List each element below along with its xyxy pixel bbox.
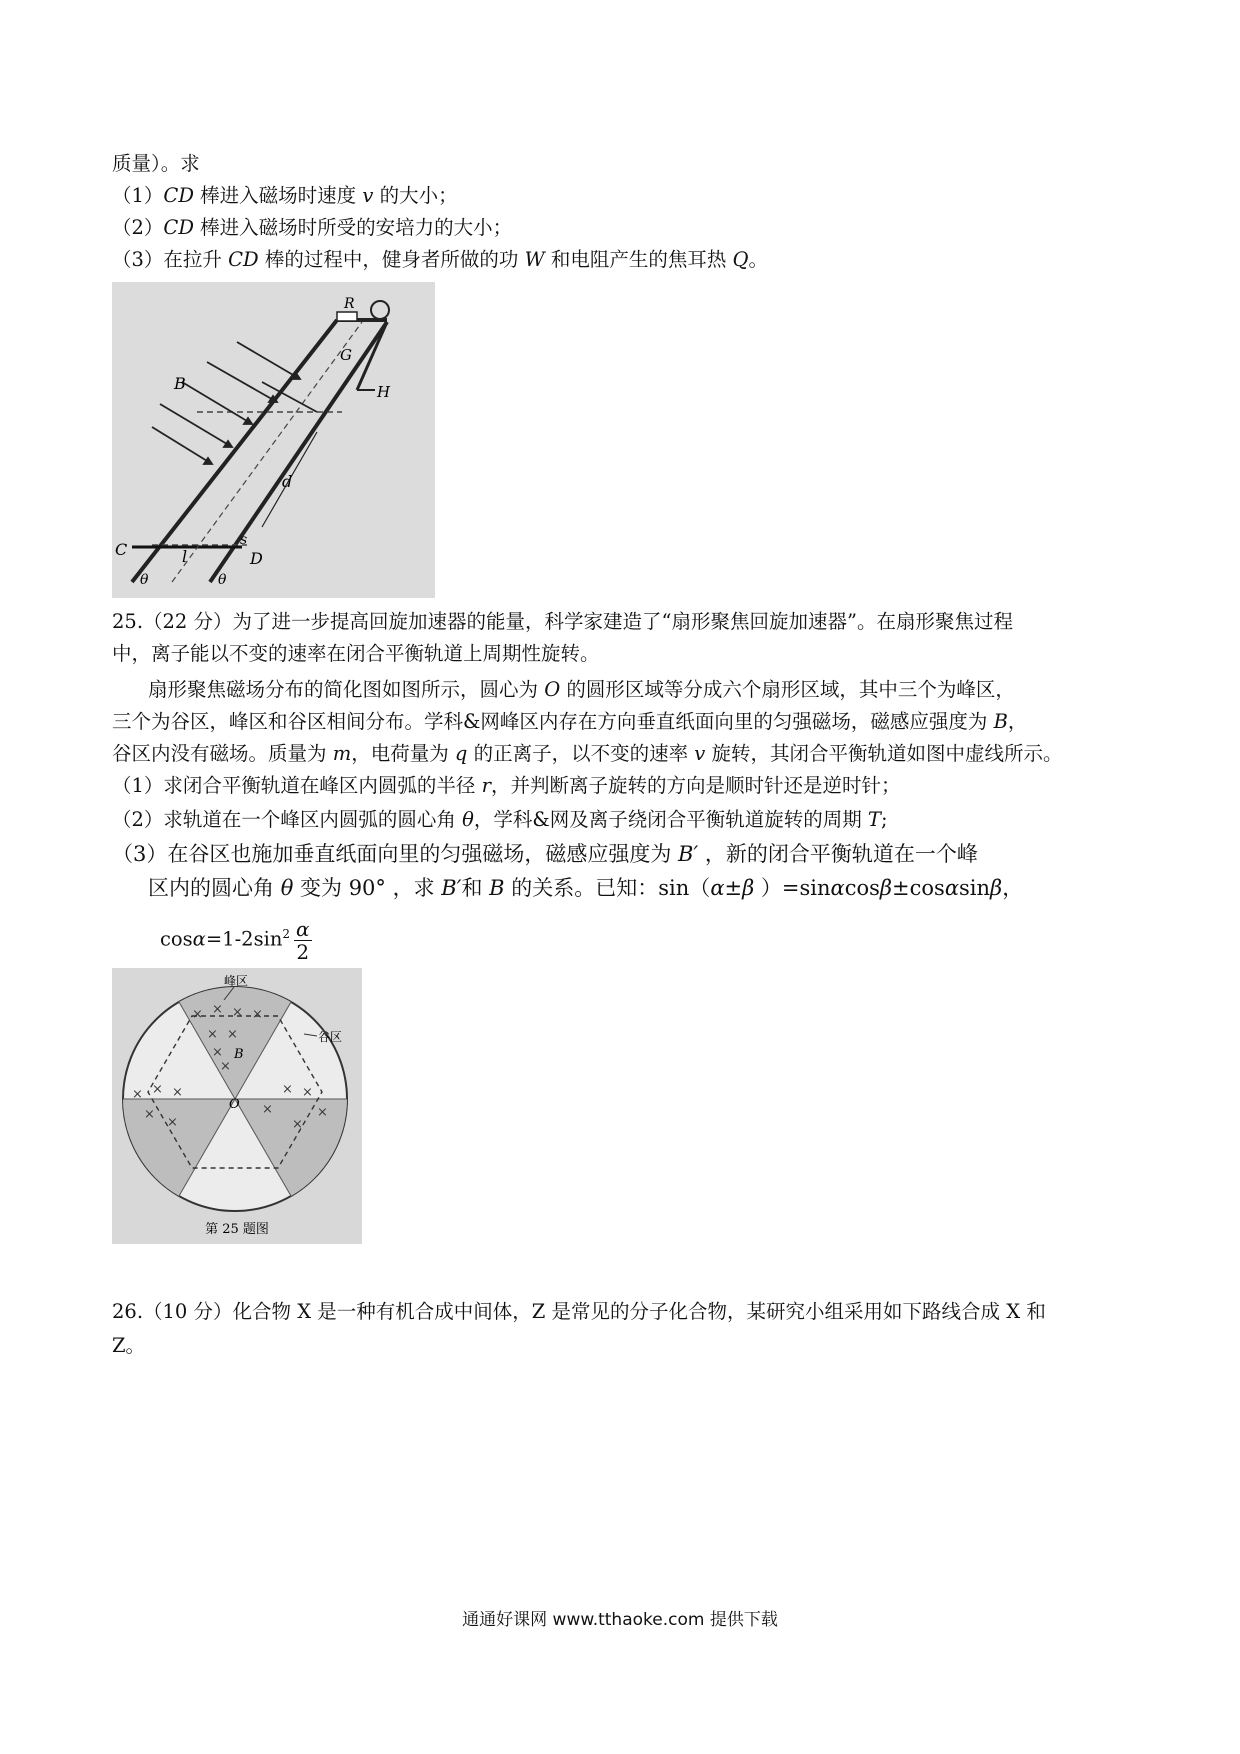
svg-text:×: ×	[167, 1115, 178, 1130]
page-footer: 通通好课网 www.tthaoke.com 提供下载	[462, 1610, 778, 1630]
svg-text:×: ×	[144, 1107, 155, 1122]
label-O-center: O	[229, 1097, 240, 1112]
label-G: G	[340, 346, 352, 364]
figure-caption: 第 25 题图	[205, 1222, 269, 1237]
label-l: l	[182, 547, 188, 566]
label-d: d	[282, 472, 293, 491]
q25-line5: 谷区内没有磁场。质量为 m，电荷量为 q 的正离子，以不变的速率 v 旋转，其闭合平衡轨道如图中虚线所示。	[112, 742, 1063, 765]
q24-part1: （1）CD 棒进入磁场时速度 v 的大小；	[112, 184, 458, 207]
label-theta-left: θ	[140, 572, 149, 588]
label-s: s	[240, 532, 248, 548]
svg-text:×: ×	[232, 1005, 243, 1020]
q24-continuation: 质量）。求	[112, 152, 200, 175]
q25-part3-line2: 区内的圆心角 θ 变为 90° ，求 B′和 B 的关系。已知：sin（α±β ）=sinαcosβ±cosαsinβ，	[148, 876, 1024, 900]
label-B: B	[174, 374, 186, 393]
svg-text:×: ×	[220, 1059, 231, 1074]
incline-rail-diagram	[112, 282, 435, 598]
q24-part2: （2）CD 棒进入磁场时所受的安培力的大小；	[112, 216, 513, 239]
q25-line3: 扇形聚焦磁场分布的简化图如图所示，圆心为 O 的圆形区域等分成六个扇形区域，其中三个为峰区，	[148, 678, 1015, 701]
label-B-field: B	[234, 1047, 244, 1062]
label-valley-region: 谷区	[318, 1030, 343, 1044]
q24-part3: （3）在拉升 CD 棒的过程中，健身者所做的功 W 和电阻产生的焦耳热 Q。	[112, 248, 769, 271]
svg-text:×: ×	[172, 1085, 183, 1100]
label-theta-right: θ	[218, 572, 227, 588]
q25-part1: （1）求闭合平衡轨道在峰区内圆弧的半径 r，并判断离子旋转的方向是顺时针还是逆时针；	[112, 774, 901, 797]
svg-text:×: ×	[282, 1082, 293, 1097]
svg-text:×: ×	[262, 1102, 273, 1117]
svg-text:×: ×	[227, 1027, 238, 1042]
label-peak-region: 峰区	[224, 974, 249, 988]
q25-formula: $\cos\alpha=1-2\sin^2$ $\frac{\alpha}{2}$	[160, 916, 310, 964]
svg-text:×: ×	[192, 1007, 203, 1022]
svg-text:×: ×	[252, 1007, 263, 1022]
q24-figure	[112, 282, 435, 598]
q26-line1: 26.（10 分）化合物 X 是一种有机合成中间体，Z 是常见的分子化合物，某研究小组采用如下路线合成 X 和	[112, 1300, 1046, 1323]
svg-text:×: ×	[132, 1087, 143, 1102]
label-R: R	[344, 296, 355, 312]
q25-part3-line1: （3）在谷区也施加垂直纸面向里的匀强磁场，磁感应强度为 B′ ，新的闭合平衡轨道在一个峰	[112, 842, 978, 866]
sector-field-diagram	[112, 968, 362, 1244]
svg-text:×: ×	[212, 1045, 223, 1060]
label-C: C	[115, 540, 128, 559]
q25-figure	[112, 968, 362, 1244]
svg-text:×: ×	[302, 1085, 313, 1100]
svg-text:×: ×	[152, 1082, 163, 1097]
label-H: H	[377, 383, 391, 401]
q25-part2: （2）求轨道在一个峰区内圆弧的圆心角 θ，学科&网及离子绕闭合平衡轨道旋转的周期 T;	[112, 808, 888, 831]
q25-line4: 三个为谷区，峰区和谷区相间分布。学科&网峰区内存在方向垂直纸面向里的匀强磁场，磁感应强度为 B，	[112, 710, 1028, 733]
label-D: D	[250, 549, 263, 568]
q26-line2: Z。	[112, 1334, 146, 1357]
svg-text:×: ×	[212, 1002, 223, 1017]
svg-text:×: ×	[292, 1117, 303, 1132]
svg-text:×: ×	[317, 1105, 328, 1120]
q25-line2: 中，离子能以不变的速率在闭合平衡轨道上周期性旋转。	[112, 642, 600, 665]
svg-text:×: ×	[207, 1027, 218, 1042]
q25-line1: 25.（22 分）为了进一步提高回旋加速器的能量，科学家建造了“扇形聚焦回旋加速器”。在扇形聚焦过程	[112, 610, 1013, 633]
